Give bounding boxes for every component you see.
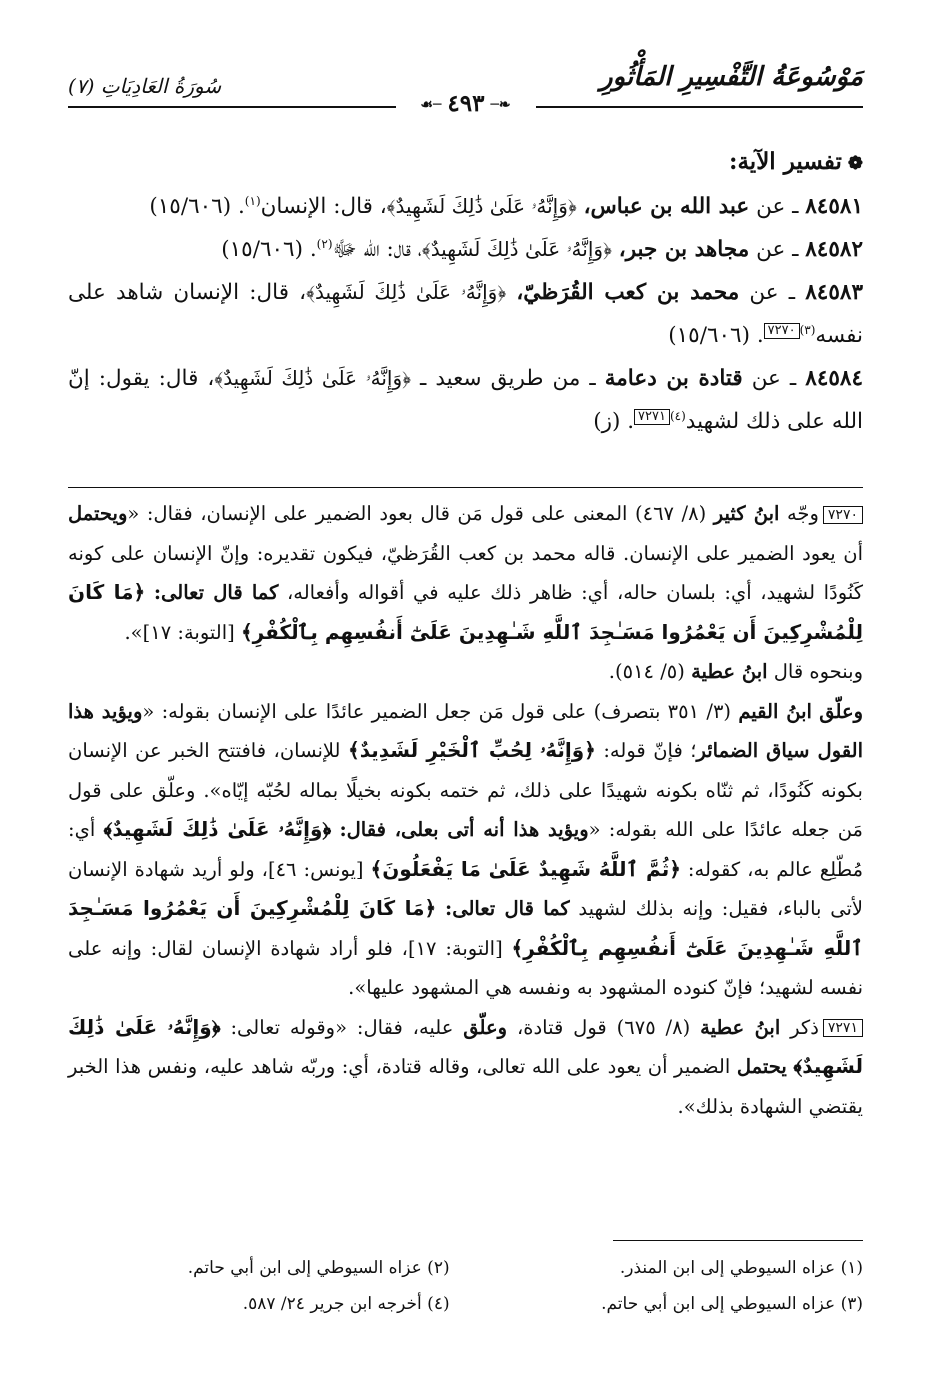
hadith-entry: ٨٤٥٨٢ ـ عن مجاهد بن جبر، ﴿وَإِنَّهُۥ عَلَىٰ ذَٰلِكَ لَشَهِيدٌ﴾، قال: الله ﷻ$^{(٢)}$. (١٥/٦٠٦) — [221, 236, 863, 262]
footnotes — [68, 1250, 863, 1322]
commentary-number-box: ٧٢٧٠ — [823, 506, 863, 524]
footnote-2: (٢) عزاه السيوطي إلى ابن أبي حاتم. — [187, 1258, 450, 1278]
commentary-divider — [68, 487, 863, 488]
ornament-left-icon: ❧─ — [490, 97, 511, 113]
flower-ornament-icon: ❁ — [847, 153, 863, 174]
footnote-1: (١) عزاه السيوطي إلى ابن المنذر. — [619, 1258, 863, 1278]
footnote-3: (٣) عزاه السيوطي إلى ابن أبي حاتم. — [601, 1294, 863, 1314]
commentary-similar: وبنحوه قال ابنُ عطية (٥/ ٥١٤). — [608, 660, 863, 683]
footnote-4: (٤) أخرجه ابن جرير ٢٤/ ٥٨٧. — [242, 1294, 450, 1314]
commentary-ibn-qayyim: وعلّق ابنُ القيم (٣/ ٣٥١ بتصرف) على قول مَن جعل الضمير عائدًا على الإنسان بقوله: «ويؤيد هذا القول سياق الضمائر؛ فإنّ قوله: ﴿وَإِنَّهُۥ لِحُبِّ ٱلْخَيْرِ لَشَدِيدٌ﴾ للإنسان، فافتتح الخبر عن الإنسان بكونه كَنُودًا، ثم ثنّاه بكونه شهيدًا على ذلك، ثم ختمه بكونه بخيلًا بماله لحُبّه إيّاه». وعلّق على قول مَن جعله عائدًا على الله بقوله: «ويؤيد هذا أنه أتى بعلى، فقال: ﴿وَإِنَّهُۥ عَلَىٰ ذَٰلِكَ لَشَهِيدٌ﴾ أي: مُطّلِع عالم به، كقوله: ﴿ثُمَّ ٱللَّهُ شَهِيدٌ عَلَىٰ مَا يَفْعَلُونَ﴾ [يونس: ٤٦]، ولو أريد شهادة الإنسان لأتى بالباء، فقيل: وإنه بذلك لشهيد كما قال تعالى: ﴿مَا كَانَ لِلْمُشْرِكِينَ أَن يَعْمُرُوا مَسَـٰجِدَ ٱللَّهِ شَـٰهِدِينَ عَلَىٰٓ أَنفُسِهِم بِٱلْكُفْرِ﴾ [التوبة: ١٧]، فلو أراد شهادة الإنسان لقال: وإنه على نفسه لشهيد؛ فإنّ كنوده المشهود به ونفسه هي المشهود عليها». — [68, 699, 864, 999]
series-title: مَوْسُوعَةُ التَّفْسِيرِ المَأْثُورِ — [600, 62, 863, 92]
commentary-ref-box[interactable]: ٧٢٧٠ — [764, 323, 800, 339]
hadith-entry: ٨٤٥٨٤ ـ عن قتادة بن دعامة ـ من طريق سعيد ـ ﴿وَإِنَّهُۥ عَلَىٰ ذَٰلِكَ لَشَهِيدٌ﴾، قال: يقول: إنّ الله على ذلك لشهيد$^{(٤)}$٧٢٧١. (ز) — [68, 366, 864, 434]
main-text — [68, 140, 863, 443]
hadith-entry: ٨٤٥٨٣ ـ عن محمد بن كعب القُرَظيّ، ﴿وَإِنَّهُۥ عَلَىٰ ذَٰلِكَ لَشَهِيدٌ﴾، قال: الإنسان شاهد على نفسه$^{(٣)}$٧٢٧٠. (١٥/٦٠٦) — [68, 280, 863, 348]
hadith-entry: ٨٤٥٨١ ـ عن عبد الله بن عباس، ﴿وَإِنَّهُۥ عَلَىٰ ذَٰلِكَ لَشَهِيدٌ﴾، قال: الإنسان$^{(١)}$. (١٥/٦٠٦) — [149, 193, 863, 219]
page-number: ٤٩٣ — [447, 90, 485, 117]
commentary-7270: ٧٢٧٠وجّه ابنُ كثير (٨/ ٤٦٧) المعنى على قول مَن قال بعود الضمير على الإنسان، فقال: «ويحتمل أن يعود الضمير على الإنسان. قاله محمد بن كعب القُرَظيّ، فيكون تقديره: وإنّ الإنسان على كونه كَنُودًا لشهيد، أي: بلسان حاله، أي: ظاهر ذلك عليه في أقواله وأفعاله، كما قال تعالى: ﴿مَا كَانَ لِلْمُشْرِكِينَ أَن يَعْمُرُوا مَسَـٰجِدَ ٱللَّهِ شَـٰهِدِينَ عَلَىٰٓ أَنفُسِهِم بِٱلْكُفْرِ﴾ [التوبة: ١٧]». — [68, 502, 863, 644]
footnote-rule — [613, 1240, 863, 1241]
section-title: ❁تفسير الآية: — [728, 148, 863, 175]
commentary-7271: ٧٢٧١ذكر ابنُ عطية (٨/ ٦٧٥) قول قتادة، وعلّق عليه، فقال: «وقوله تعالى: ﴿وَإِنَّهُۥ عَلَىٰ ذَٰلِكَ لَشَهِيدٌ﴾ يحتمل الضمير أن يعود على الله تعالى، وقاله قتادة، أي: وربّه شاهد عليه، ونفس هذا الخبر يقتضي الشهادة بذلك». — [68, 1014, 863, 1118]
page-header — [68, 60, 863, 116]
commentary-ref-box[interactable]: ٧٢٧١ — [634, 409, 670, 425]
commentary-number-box: ٧٢٧١ — [823, 1019, 863, 1037]
commentary-block — [68, 494, 863, 1126]
page-number-wrap — [68, 90, 863, 117]
surah-label: سُورَةُ العَادِيَاتِ (٧) — [68, 74, 222, 98]
ornament-right-icon: ─☙ — [420, 97, 442, 113]
